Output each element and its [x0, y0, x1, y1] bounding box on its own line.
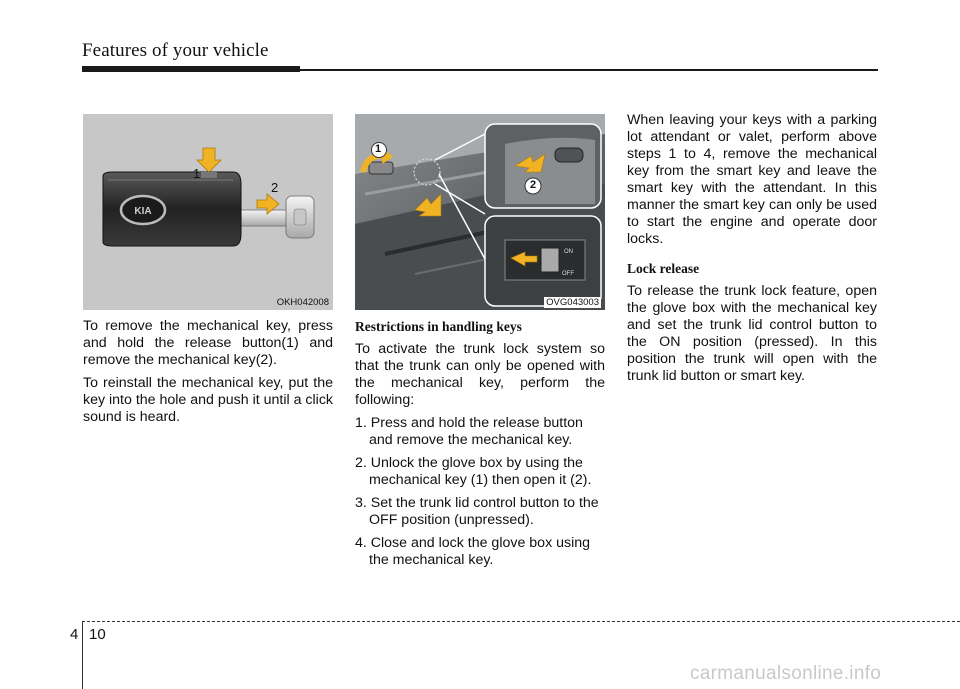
figure-code: OKH042008	[276, 297, 329, 308]
callout-1: 1	[375, 143, 382, 155]
column-1	[83, 318, 333, 432]
switch-off-label: OFF	[562, 271, 574, 277]
paragraph-valet: When leaving your keys with a parking lot attendant or valet, perform above steps 1 to 4, remove the mechanical key from the smart key and leave the smart key with the attendant. In this manner the smart key can only be used to start the engine and operate door locks.	[627, 112, 877, 247]
section-heading-restrictions: Restrictions in handling keys	[355, 319, 522, 334]
switch-on-label: ON	[564, 249, 573, 255]
list-item: 4. Close and lock the glove box using the mechanical key.	[355, 535, 591, 568]
figure-code: OVG043003	[546, 297, 599, 308]
footer-rule	[82, 621, 960, 622]
header-rule-thick	[82, 66, 300, 72]
paragraph-intro: To activate the trunk lock system so that the trunk can only be opened with the mechanical key, perform the following:	[355, 341, 605, 408]
watermark: carmanualsonline.info	[690, 663, 882, 684]
callout-1: 1	[193, 166, 201, 181]
page-header-title: Features of your vehicle	[82, 40, 269, 61]
paragraph-remove-key: To remove the mechanical key, press and hold the release button(1) and remove the mechanical key(2).	[83, 318, 333, 368]
paragraph-lock-release: To release the trunk lock feature, open the glove box with the mechanical key and set the trunk lid control button to the ON position (pressed). In this position the trunk will open with the trunk lid button or smart key.	[627, 283, 877, 384]
glove-box-drawing	[355, 114, 605, 310]
list-item: 1. Press and hold the release button and remove the mechanical key.	[355, 415, 583, 448]
page-number: 10	[89, 626, 106, 643]
column-3	[627, 112, 877, 391]
section-heading-lock-release: Lock release	[627, 261, 700, 276]
footer-divider	[82, 621, 83, 689]
chapter-number: 4	[70, 626, 79, 643]
steps-list	[355, 415, 605, 569]
smart-key-illustration	[83, 114, 333, 310]
column-2	[355, 318, 605, 575]
paragraph-reinstall-key: To reinstall the mechanical key, put the key into the hole and push it until a click sound is heard.	[83, 375, 334, 425]
callout-2: 2	[530, 179, 537, 191]
smart-key-drawing	[83, 114, 333, 310]
list-item: 3. Set the trunk lid control button to the OFF position (unpressed).	[355, 495, 599, 528]
glove-box-illustration	[355, 114, 605, 310]
svg-text:KIA: KIA	[134, 206, 152, 217]
header-rule-thin	[300, 69, 878, 71]
callout-2: 2	[271, 180, 279, 195]
list-item: 2. Unlock the glove box by using the mechanical key (1) then open it (2).	[355, 455, 592, 488]
